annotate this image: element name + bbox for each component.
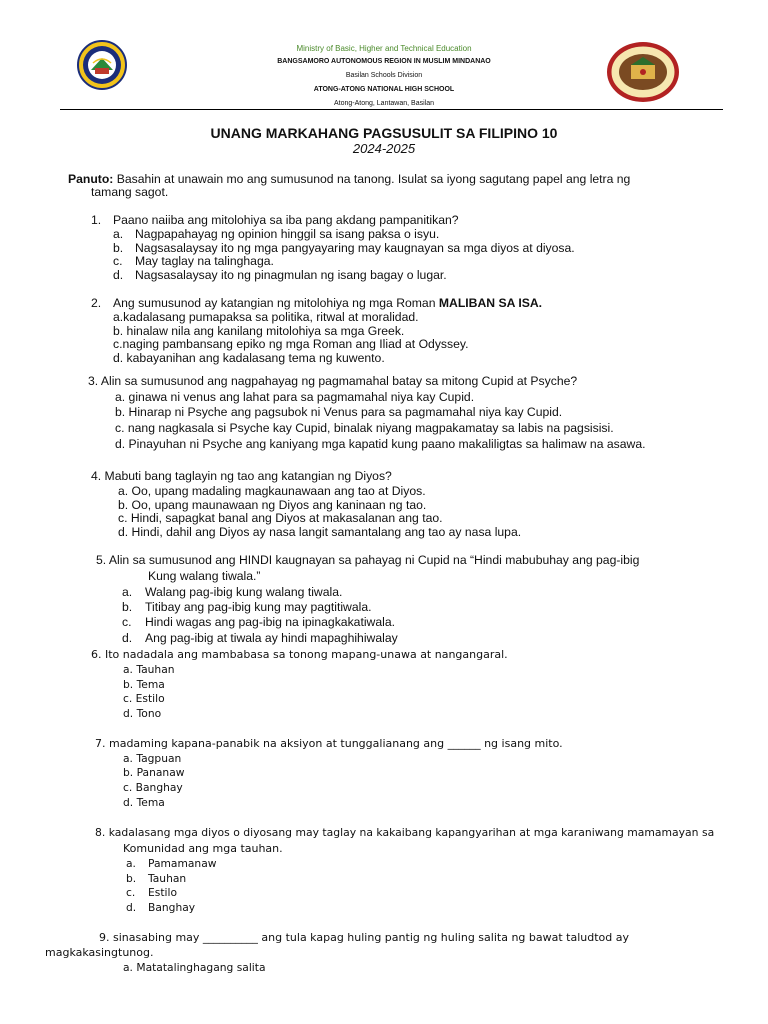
- q5-choice-text: Ang pag-ibig at tiwala ay hindi mapaghihiwalay: [145, 631, 398, 645]
- directions-line2: tamang sagot.: [91, 185, 169, 199]
- q9-text-line1: 9. sinasabing may __________ ang tula kapag huling pantig ng huling salita ng bawat taludtod ay: [99, 931, 629, 944]
- q3-choice: a. ginawa ni venus ang lahat para sa pagmamahal niya kay Cupid.: [115, 390, 475, 404]
- q7-text: 7. madaming kapana-panabik na aksiyon at tunggalianang ang ______ ng isang mito.: [95, 737, 563, 750]
- q8-choice-text: Banghay: [148, 901, 196, 914]
- q5-choice-text: Walang pag-ibig kung walang tiwala.: [145, 585, 343, 599]
- q4-choice: a. Oo, upang madaling magkaunawaan ang tao at Diyos.: [118, 484, 426, 498]
- q5-choice-letter: c.: [122, 615, 132, 629]
- q2-text: Ang sumusunod ay katangian ng mitolohiya ng mga Roman MALIBAN SA ISA.: [113, 296, 543, 310]
- q5-choice-letter: a.: [122, 585, 133, 599]
- school-name: ATONG-ATONG NATIONAL HIGH SCHOOL: [313, 86, 455, 93]
- q8-choice-letter: c.: [126, 886, 136, 899]
- exam-title: UNANG MARKAHANG PAGSUSULIT SA FILIPINO 10: [210, 125, 558, 141]
- q6-choice: c. Estilo: [123, 692, 165, 705]
- q3-text: 3. Alin sa sumusunod ang nagpahayag ng pagmamahal batay sa mitong Cupid at Psyche?: [88, 374, 578, 388]
- q9-choice: a. Matatalinghagang salita: [123, 961, 266, 974]
- q8-choice-letter: a.: [126, 857, 136, 870]
- q5-choice-text: Titibay ang pag-ibig kung may pagtitiwala.: [145, 600, 372, 614]
- q2-choice: b. hinalaw nila ang kanilang mitolohiya sa mga Greek.: [113, 324, 405, 338]
- q6-text: 6. Ito nadadala ang mambabasa sa tonong mapang-unawa at nangangaral.: [91, 648, 508, 661]
- q8-choice-text: Estilo: [148, 886, 177, 899]
- q2-choice: a.kadalasang pumapaksa sa politika, ritwal at moralidad.: [113, 310, 419, 324]
- header-divider: [60, 109, 723, 110]
- q4-text: 4. Mabuti bang taglayin ng tao ang katangian ng Diyos?: [91, 469, 392, 483]
- directions-line1: Panuto: Basahin at unawain mo ang sumusunod na tanong. Isulat sa iyong sagutang papel ang letra ng: [68, 172, 631, 186]
- ministry-name: Ministry of Basic, Higher and Technical Education: [296, 44, 472, 53]
- q8-choice-letter: d.: [126, 901, 137, 914]
- q6-choice: b. Tema: [123, 678, 165, 691]
- q7-choice: d. Tema: [123, 796, 165, 809]
- q5-text-line1: 5. Alin sa sumusunod ang HINDI kaugnayan sa pahayag ni Cupid na “Hindi mabubuhay ang pag-ibig: [96, 553, 640, 567]
- q1-number: 1.: [91, 213, 102, 227]
- q5-choice-letter: d.: [122, 631, 133, 645]
- q3-choice: b. Hinarap ni Psyche ang pagsubok ni Venus para sa pagmamahal niya kay Cupid.: [115, 405, 563, 419]
- division-name: Basilan Schools Division: [345, 72, 423, 79]
- directions-label: Panuto:: [68, 172, 114, 186]
- q8-choice-letter: b.: [126, 872, 137, 885]
- school-year: 2024-2025: [352, 141, 416, 156]
- q1-choice-letter: b.: [113, 241, 124, 255]
- q6-choice: d. Tono: [123, 707, 162, 720]
- q7-choice: b. Pananaw: [123, 766, 185, 779]
- q6-choice: a. Tauhan: [123, 663, 175, 676]
- q7-choice: c. Banghay: [123, 781, 183, 794]
- q1-choice-letter: d.: [113, 268, 124, 282]
- q8-choice-text: Pamamanaw: [148, 857, 217, 870]
- school-address: Atong-Atong, Lantawan, Basilan: [333, 100, 434, 107]
- q1-choice-letter: a.: [113, 227, 124, 241]
- region-name: BANGSAMORO AUTONOMOUS REGION IN MUSLIM MINDANAO: [277, 58, 491, 65]
- q9-text-line2: magkakasingtunog.: [45, 946, 154, 959]
- q3-choice: c. nang nagkasala si Psyche kay Cupid, binalak niyang magpakamatay sa labis na pagsisisi.: [115, 421, 614, 435]
- q1-choice-text: Nagsasalaysay ito ng pinagmulan ng isang bagay o lugar.: [135, 268, 447, 282]
- q5-text-line2: Kung walang tiwala.”: [148, 569, 261, 583]
- q8-choice-text: Tauhan: [148, 872, 187, 885]
- q7-choice: a. Tagpuan: [123, 752, 182, 765]
- q2-choice: c.naging pambansang epiko ng mga Roman ang Iliad at Odyssey.: [113, 337, 469, 351]
- q8-text-line1: 8. kadalasang mga diyos o diyosang may taglay na kakaibang kapangyarihan at mga karaniwang mamamayan sa: [95, 826, 715, 839]
- q4-choice: d. Hindi, dahil ang Diyos ay nasa langit samantalang ang tao ay nasa lupa.: [118, 525, 522, 539]
- q1-choice-text: May taglay na talinghaga.: [135, 254, 274, 268]
- q1-text: Paano naiiba ang mitolohiya sa iba pang akdang pampanitikan?: [113, 213, 459, 227]
- q2-choice: d. kabayanihan ang kadalasang tema ng kuwento.: [113, 351, 385, 365]
- q3-choice: d. Pinayuhan ni Psyche ang kaniyang mga kapatid kung paano makaliligtas sa halimaw na asawa.: [115, 437, 646, 451]
- q1-choice-text: Nagsasalaysay ito ng mga pangyayaring may kaugnayan sa mga diyos at diyosa.: [135, 241, 575, 255]
- q4-choice: c. Hindi, sapagkat banal ang Diyos at makasalanan ang tao.: [118, 511, 443, 525]
- q2-emphasis: MALIBAN SA ISA.: [438, 296, 543, 310]
- q4-choice: b. Oo, upang maunawaan ng Diyos ang kaninaan ng tao.: [118, 498, 427, 512]
- q8-text-line2: Komunidad ang mga tauhan.: [123, 842, 283, 855]
- q1-choice-text: Nagpapahayag ng opinion hinggil sa isang paksa o isyu.: [135, 227, 440, 241]
- q2-number: 2.: [91, 296, 102, 310]
- q5-choice-text: Hindi wagas ang pag-ibig na ipinagkakatiwala.: [145, 615, 396, 629]
- q1-choice-letter: c.: [113, 254, 123, 268]
- q5-choice-letter: b.: [122, 600, 133, 614]
